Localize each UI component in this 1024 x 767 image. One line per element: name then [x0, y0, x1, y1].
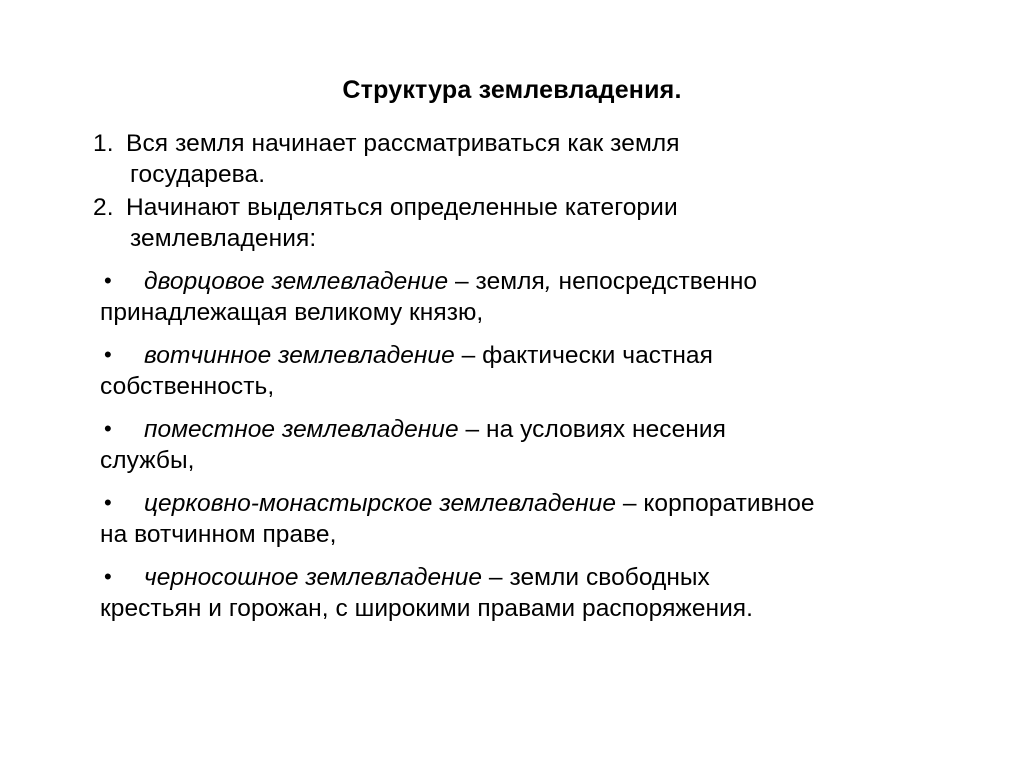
list-item-text: – земли свободных: [482, 564, 710, 591]
bullet-icon: •: [104, 342, 112, 367]
list-item-text: – корпоративное: [616, 490, 815, 517]
page-title: Структура землевладения.: [342, 76, 682, 104]
list-marker: 1.: [93, 130, 114, 157]
list-item-text: Начинают выделяться определенные категории: [126, 194, 678, 221]
list-marker: 2.: [93, 194, 114, 221]
list-item-text: – фактически частная: [454, 342, 713, 369]
list-item: [90, 414, 950, 476]
list-item-comma: ,: [544, 268, 552, 295]
list-item-term: вотчинное землевладение: [144, 342, 455, 369]
list-item-term: черносошное землевладение: [144, 564, 483, 591]
bullet-icon: •: [104, 416, 112, 441]
bullet-icon: •: [104, 268, 112, 293]
bullet-icon: •: [104, 564, 112, 589]
list-item-text-2: непосредственно: [551, 268, 758, 295]
bullet-icon: •: [104, 490, 112, 515]
list-item-term: церковно-монастырское землевладение: [144, 490, 616, 517]
list-item-text-cont: крестьян и горожан, с широкими правами распоряжения.: [100, 595, 753, 622]
list-item: [90, 128, 950, 190]
list-item-text-cont: службы,: [100, 447, 195, 474]
list-item: [90, 192, 950, 254]
list-item: [90, 266, 950, 328]
list-item-text: – земля: [448, 268, 545, 295]
list-item: [90, 562, 950, 624]
list-item-term: дворцовое землевладение: [144, 268, 449, 295]
list-item: [90, 340, 950, 402]
list-item-text-cont: принадлежащая великому князю,: [100, 299, 484, 326]
list-item-text-cont: государева.: [130, 161, 266, 188]
list-item-text: Вся земля начинает рассматриваться как земля: [126, 130, 680, 157]
list-item-text-cont: собственность,: [100, 373, 275, 400]
list-item: [90, 488, 950, 550]
list-item-text-cont: землевладения:: [130, 225, 317, 252]
slide-body: [90, 128, 950, 624]
list-item-text: – на условиях несения: [458, 416, 726, 443]
list-item-text-cont: на вотчинном праве,: [100, 521, 337, 548]
list-item-term: поместное землевладение: [144, 416, 459, 443]
